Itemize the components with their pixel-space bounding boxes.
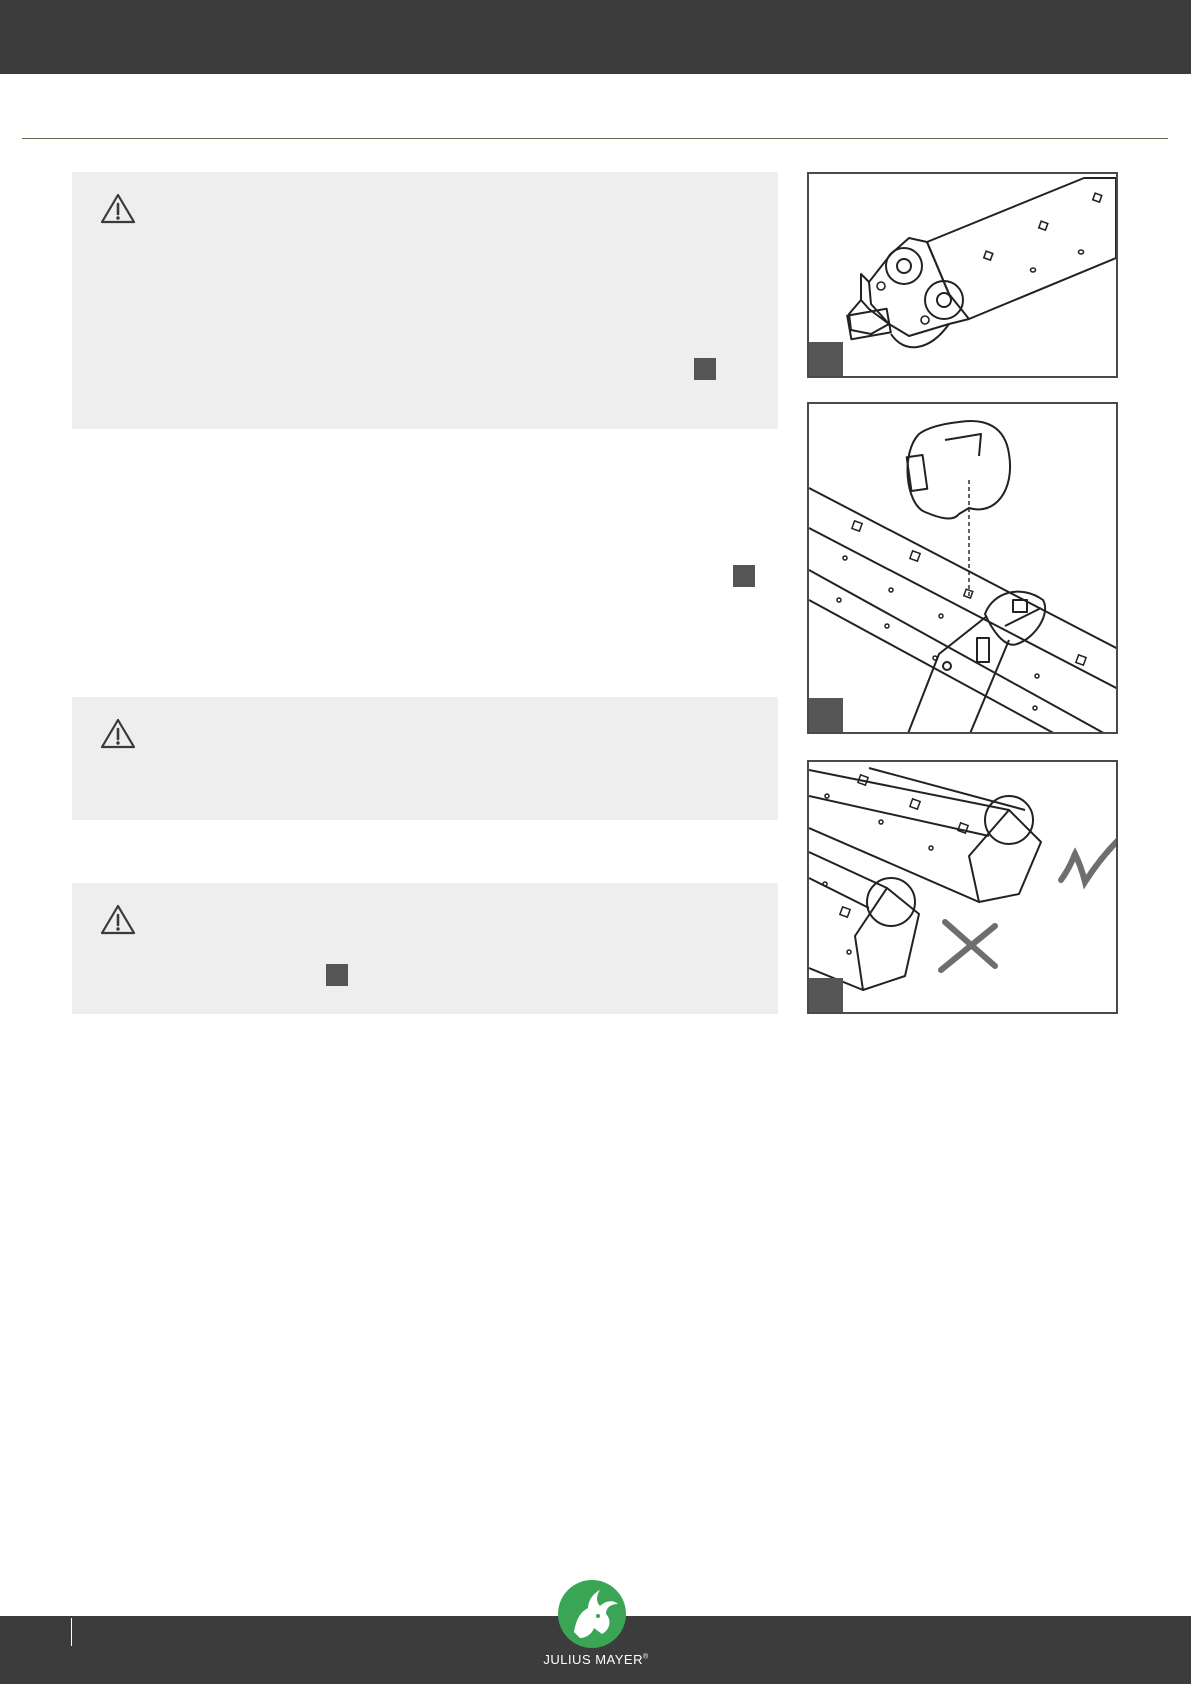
brand-name (530, 1652, 662, 1667)
figure-tag-2 (809, 698, 843, 732)
footer-divider (71, 1618, 72, 1646)
warning-icon (100, 192, 136, 224)
figure-tag-3 (809, 978, 843, 1012)
brand-name-text: JULIUS MAYER (543, 1652, 643, 1667)
warning-panel-3 (72, 883, 778, 1014)
figure-ref-marker (694, 358, 716, 380)
check-mark-icon (1061, 828, 1118, 882)
julius-mayer-logo (530, 1576, 662, 1672)
figure-3-seam-orientation (807, 760, 1118, 1014)
tube-motor-head-illustration (809, 174, 1118, 378)
header-bar (0, 0, 1191, 74)
figure-1-tube-motor-head (807, 172, 1118, 378)
goat-logo-icon (530, 1576, 662, 1652)
clip-on-tube-illustration (809, 404, 1118, 734)
seam-orientation-illustration (809, 762, 1118, 1014)
warning-panel-1 (72, 172, 778, 429)
title-rule (22, 138, 1168, 139)
cross-mark-icon (941, 922, 995, 970)
figure-tag-1 (809, 342, 843, 376)
registered-mark: ® (643, 1653, 649, 1661)
warning-icon (100, 717, 136, 749)
warning-panel-2 (72, 697, 778, 820)
warning-icon (100, 903, 136, 935)
figure-2-clip-on-tube (807, 402, 1118, 734)
figure-ref-marker (733, 565, 755, 587)
figure-ref-marker (326, 964, 348, 986)
